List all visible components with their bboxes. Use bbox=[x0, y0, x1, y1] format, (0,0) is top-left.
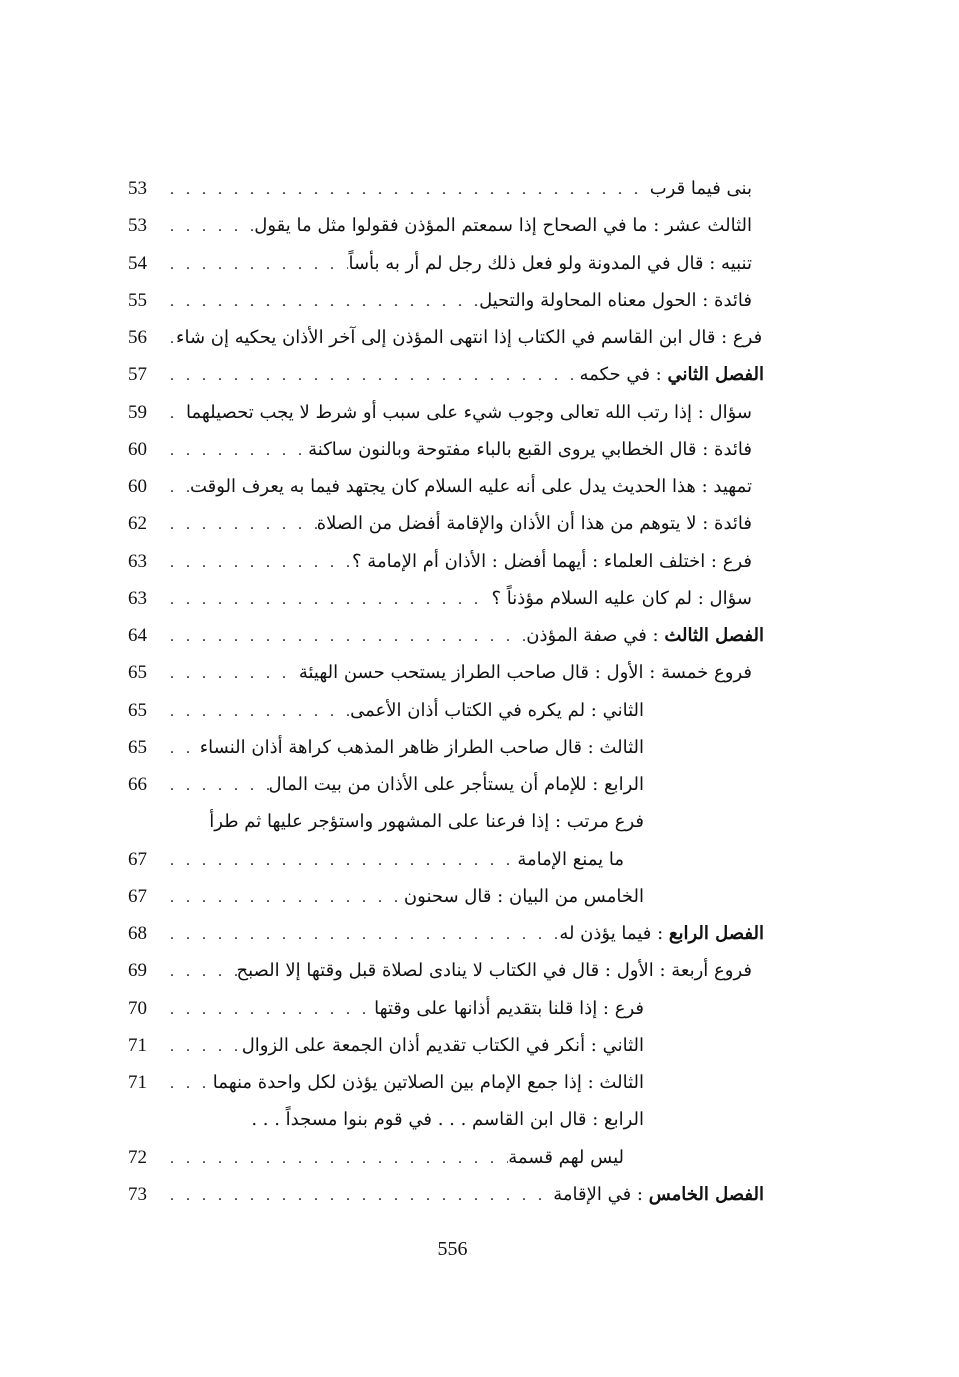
toc-entry-text: الثالث عشر : ما في الصحاح إذا سمعتم المؤذن فقولوا مثل ما يقول bbox=[254, 215, 752, 237]
toc-page-number: 65 bbox=[128, 699, 147, 721]
toc-entry-text bbox=[553, 1176, 764, 1213]
toc-page-number: 69 bbox=[128, 960, 147, 982]
toc-dot-leader bbox=[164, 581, 491, 618]
toc-page-number: 73 bbox=[128, 1183, 147, 1205]
toc-dot-leader bbox=[164, 730, 200, 767]
toc-entry-text: فائدة : قال الخطابي يروى القبع بالباء مفتوحة وبالنون ساكنة bbox=[308, 438, 752, 460]
toc-dot-leader bbox=[164, 693, 350, 730]
toc-entry bbox=[128, 319, 764, 356]
toc-chapter-heading bbox=[128, 617, 764, 654]
toc-entry-text: تنبيه : قال في المدونة ولو فعل ذلك رجل لم أر به بأساً bbox=[348, 252, 752, 274]
toc-entry-text: الثالث : قال صاحب الطراز ظاهر المذهب كراهة أذان النساء bbox=[199, 736, 644, 758]
toc-dot-leader bbox=[164, 506, 317, 543]
toc-page-number: 72 bbox=[128, 1146, 147, 1168]
toc-dot-leader bbox=[164, 395, 186, 432]
toc-dot-leader bbox=[164, 842, 517, 879]
toc-page-number: 63 bbox=[128, 587, 147, 609]
toc-page-number: 71 bbox=[128, 1072, 147, 1093]
toc-page-number: 55 bbox=[128, 289, 147, 311]
toc-entry bbox=[128, 394, 764, 431]
toc-dot-leader bbox=[164, 618, 526, 655]
toc-page-number: 64 bbox=[128, 625, 147, 646]
toc-dot-leader bbox=[164, 1028, 242, 1065]
toc-page-number: 66 bbox=[128, 774, 147, 795]
toc-entry-text: فائدة : لا يتوهم من هذا أن الأذان والإقامة أفضل من الصلاة bbox=[316, 513, 752, 535]
toc-entry-text: ما يمنع الإمامة bbox=[517, 848, 624, 870]
toc-entry bbox=[128, 692, 764, 729]
toc-entry bbox=[128, 952, 764, 989]
toc-entry bbox=[128, 245, 764, 282]
toc-entry-text: الرابع : للإمام أن يستأجر على الأذان من بيت المال bbox=[268, 774, 644, 795]
toc-entry bbox=[128, 803, 764, 840]
toc-dot-leader bbox=[164, 246, 348, 283]
toc-page-number: 53 bbox=[128, 215, 147, 237]
toc-dot-leader bbox=[164, 544, 352, 581]
toc-chapter-heading bbox=[128, 915, 764, 952]
toc-dot-leader bbox=[164, 1065, 213, 1102]
toc-entry bbox=[128, 1139, 764, 1176]
toc-entry-text bbox=[559, 915, 764, 952]
toc-dot-leader bbox=[164, 320, 176, 357]
toc-dot-leader bbox=[164, 953, 237, 990]
toc-entry-text: فرع : اختلف العلماء : أيهما أفضل : الأذان أم الإمامة ؟ bbox=[352, 550, 752, 572]
toc-dot-leader bbox=[164, 655, 299, 692]
toc-entry-text: فرع : إذا قلنا بتقديم أذانها على وقتها bbox=[374, 997, 644, 1019]
toc-dot-leader bbox=[164, 879, 404, 916]
toc-dot-leader bbox=[164, 283, 479, 320]
toc-page-number: 67 bbox=[128, 848, 147, 870]
toc-entry bbox=[128, 543, 764, 580]
toc-dot-leader bbox=[164, 1140, 508, 1177]
toc-page-number: 67 bbox=[128, 885, 147, 907]
toc-entry-text: الثاني : أنكر في الكتاب تقديم أذان الجمعة على الزوال bbox=[241, 1034, 644, 1056]
chapter-subtitle: : في صفة المؤذن bbox=[526, 625, 659, 646]
toc-entry-text: فروع أربعة : الأول : قال في الكتاب لا ينادى لصلاة قبل وقتها إلا الصبح bbox=[236, 960, 752, 982]
toc-chapter-heading bbox=[128, 1176, 764, 1213]
toc-entry bbox=[128, 580, 764, 617]
toc-dot-leader bbox=[164, 208, 254, 245]
toc-page-number: 68 bbox=[128, 923, 147, 944]
toc-entry bbox=[128, 654, 764, 691]
toc-dot-leader bbox=[164, 469, 190, 506]
toc-entry-text: فروع خمسة : الأول : قال صاحب الطراز يستحب حسن الهيئة bbox=[298, 662, 752, 684]
toc-entry bbox=[128, 468, 764, 505]
toc-chapter-heading bbox=[128, 356, 764, 393]
toc-dot-leader bbox=[164, 916, 559, 953]
chapter-title: الفصل الخامس bbox=[648, 1183, 764, 1205]
toc-entry-text: بنى فيما قرب bbox=[649, 178, 752, 199]
chapter-title: الفصل الرابع bbox=[668, 923, 764, 944]
chapter-subtitle: : في الإقامة bbox=[553, 1183, 643, 1205]
chapter-title: الفصل الثاني bbox=[667, 364, 764, 386]
toc-entry bbox=[128, 207, 764, 244]
toc-dot-leader bbox=[164, 432, 308, 469]
toc-page-number: 59 bbox=[128, 401, 147, 423]
toc-dot-leader bbox=[164, 767, 269, 804]
toc-entry-text: الثالث : إذا جمع الإمام بين الصلاتين يؤذن لكل واحدة منهما bbox=[212, 1072, 644, 1093]
toc-entry-text: فرع مرتب : إذا فرعنا على المشهور واستؤجر عليها ثم طرأ bbox=[209, 811, 644, 833]
toc-page-number: 60 bbox=[128, 438, 147, 460]
toc-page-number: 63 bbox=[128, 550, 147, 572]
toc-entry-text bbox=[580, 356, 765, 393]
table-of-contents bbox=[128, 170, 764, 1213]
toc-entry-text: تمهيد : هذا الحديث يدل على أنه عليه السلام كان يجتهد فيما به يعرف الوقت bbox=[189, 476, 752, 497]
toc-entry bbox=[128, 1027, 764, 1064]
toc-entry bbox=[128, 841, 764, 878]
toc-page-number: 56 bbox=[128, 327, 147, 348]
toc-entry-text: فرع : قال ابن القاسم في الكتاب إذا انتهى المؤذن إلى آخر الأذان يحكيه إن شاء bbox=[176, 327, 763, 348]
toc-page-number: 62 bbox=[128, 513, 147, 535]
toc-entry-text: فائدة : الحول معناه المحاولة والتحيل bbox=[479, 289, 752, 311]
toc-dot-leader bbox=[164, 991, 374, 1028]
chapter-title: الفصل الثالث bbox=[664, 625, 764, 646]
toc-entry-text: الخامس من البيان : قال سحنون bbox=[403, 885, 644, 907]
chapter-subtitle: : فيما يؤذن له bbox=[559, 923, 664, 944]
toc-dot-leader bbox=[164, 357, 580, 394]
toc-page-number: 65 bbox=[128, 736, 147, 758]
toc-entry-text: الثاني : لم يكره في الكتاب أذان الأعمى bbox=[350, 699, 644, 721]
chapter-subtitle: : في حكمه bbox=[579, 364, 662, 386]
toc-entry bbox=[128, 990, 764, 1027]
toc-entry-text: ليس لهم قسمة bbox=[508, 1146, 624, 1168]
toc-entry bbox=[128, 1064, 764, 1101]
toc-page-number: 65 bbox=[128, 662, 147, 684]
toc-page-number: 60 bbox=[128, 476, 147, 497]
toc-entry-text bbox=[526, 617, 764, 654]
toc-page-number: 53 bbox=[128, 178, 147, 199]
toc-entry-text: سؤال : لم كان عليه السلام مؤذناً ؟ bbox=[491, 587, 752, 609]
toc-entry bbox=[128, 170, 764, 207]
toc-page-number: 57 bbox=[128, 364, 147, 386]
toc-entry bbox=[128, 431, 764, 468]
toc-entry bbox=[128, 282, 764, 319]
toc-page-number: 71 bbox=[128, 1034, 147, 1056]
toc-entry-text: الرابع : قال ابن القاسم . . . في قوم بنوا مسجداً . . . bbox=[251, 1109, 644, 1131]
toc-entry-text: سؤال : إذا رتب الله تعالى وجوب شيء على سبب أو شرط لا يجب تحصيلهما bbox=[185, 401, 752, 423]
toc-dot-leader bbox=[164, 171, 650, 208]
toc-dot-leader bbox=[164, 1177, 553, 1214]
toc-entry bbox=[128, 505, 764, 542]
toc-entry bbox=[128, 729, 764, 766]
toc-entry bbox=[128, 878, 764, 915]
toc-page-number: 70 bbox=[128, 997, 147, 1019]
toc-entry bbox=[128, 1101, 764, 1138]
toc-page-number: 54 bbox=[128, 252, 147, 274]
page-number: 556 bbox=[437, 1238, 468, 1260]
toc-entry bbox=[128, 766, 764, 803]
